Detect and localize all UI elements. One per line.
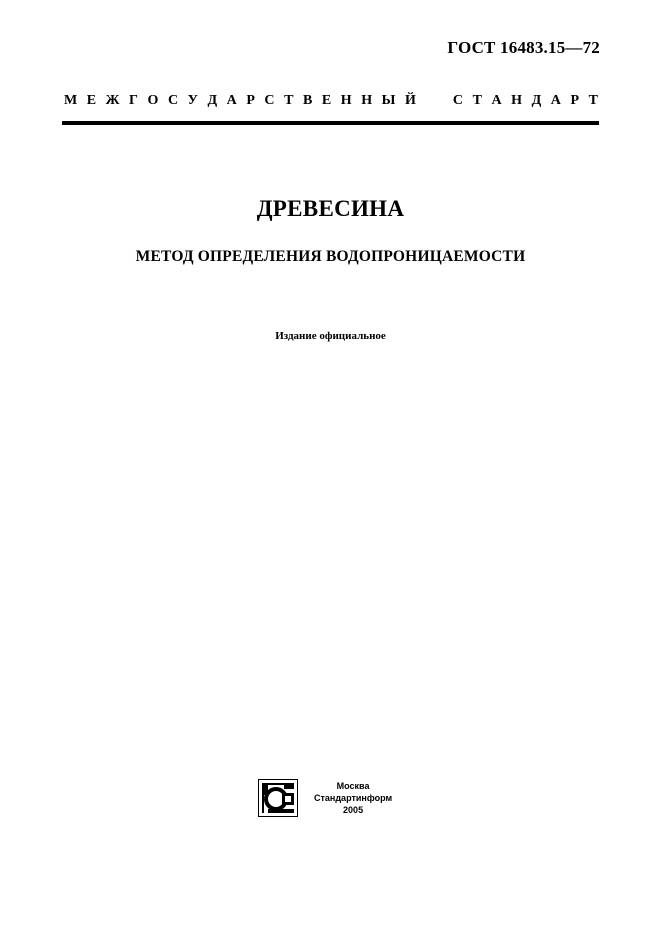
banner-letter: Ж — [105, 93, 120, 108]
banner-letter: Н — [511, 93, 523, 108]
banner-letter: Д — [531, 93, 542, 108]
banner-letter: О — [147, 93, 159, 108]
publisher-name: Стандартинформ — [314, 793, 393, 803]
banner-letter: Г — [129, 93, 138, 108]
banner-letter: Р — [570, 93, 580, 108]
publisher-block — [258, 779, 392, 817]
interstate-standard-banner — [64, 93, 598, 109]
edition-note: Издание официальное — [275, 330, 386, 342]
banner-letter: Р — [246, 93, 255, 108]
banner-letter: С — [264, 93, 275, 108]
publisher-imprint — [314, 780, 392, 816]
standartinform-logo-icon — [258, 779, 298, 817]
banner-letter: Е — [321, 93, 332, 108]
publisher-city: Москва — [336, 781, 370, 791]
banner-letter: Н — [361, 93, 373, 108]
banner-letter: Н — [340, 93, 352, 108]
banner-letter: В — [302, 93, 313, 108]
banner-letter: С — [452, 93, 464, 108]
banner-letter: Т — [472, 93, 482, 108]
banner-letter: М — [64, 93, 78, 108]
banner-letter: Т — [588, 93, 598, 108]
document-subtitle: МЕТОД ОПРЕДЕЛЕНИЯ ВОДОПРОНИЦАЕМОСТИ — [135, 248, 526, 265]
banner-word-gap — [425, 93, 443, 109]
publication-year: 2005 — [343, 805, 364, 815]
banner-letter: С — [167, 93, 179, 108]
banner-letter: Е — [86, 93, 97, 108]
banner-letter: Д — [207, 93, 218, 108]
document-code: ГОСТ 16483.15—72 — [447, 38, 600, 57]
banner-letter: А — [491, 93, 502, 108]
header-divider — [62, 121, 599, 125]
banner-letter: Т — [284, 93, 294, 108]
banner-letter: У — [187, 93, 198, 108]
document-title: ДРЕВЕСИНА — [256, 196, 405, 221]
banner-letter: А — [226, 93, 237, 108]
banner-letter: А — [550, 93, 561, 108]
banner-letter: Ы — [381, 93, 396, 108]
banner-letter: Й — [404, 93, 416, 108]
